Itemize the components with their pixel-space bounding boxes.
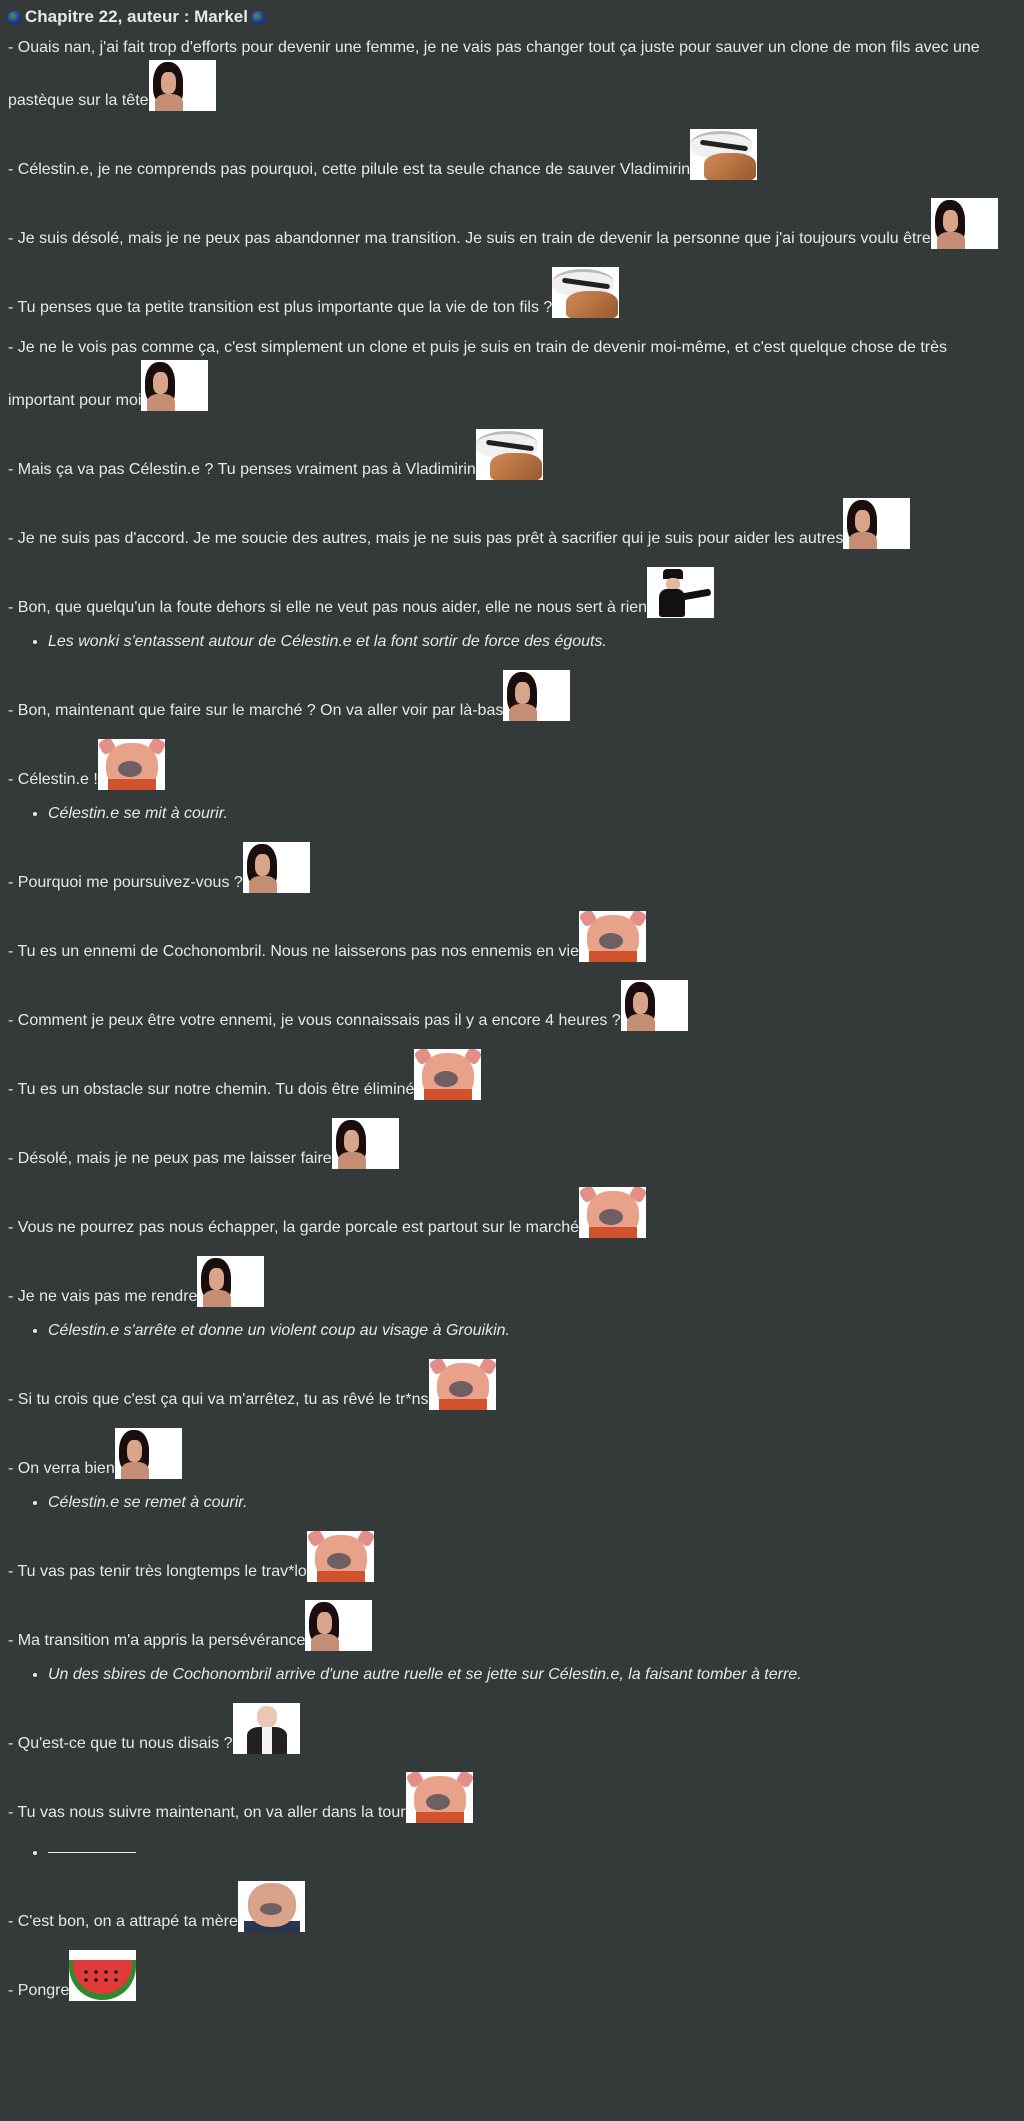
celestin-sticker <box>197 1256 264 1307</box>
celestin-sticker <box>305 1600 372 1651</box>
dialogue-text: - Ma transition m'a appris la persévérance <box>8 1632 306 1649</box>
celestin-sticker <box>503 670 570 721</box>
dialogue-text: - On verra bien <box>8 1460 115 1477</box>
dialogue-line <box>8 1531 1016 1584</box>
dialogue-line <box>8 1703 1016 1756</box>
dialogue-text: - Tu es un ennemi de Cochonombril. Nous ne laisserons pas nos ennemis en vie <box>8 943 579 960</box>
dialogue-line <box>8 1772 1016 1825</box>
dialogue-line <box>8 567 1016 620</box>
dialogue-line <box>8 129 1016 182</box>
dialogue-line <box>8 1950 1016 2003</box>
dialogue-line <box>8 1049 1016 1102</box>
dialogue-text: - Tu vas pas tenir très longtemps le trav*lo <box>8 1563 307 1580</box>
narration-list <box>8 802 1016 826</box>
dialogue-text: - Je ne vais pas me rendre <box>8 1288 198 1305</box>
dialogue-line <box>8 1256 1016 1309</box>
dialogue-text: - Célestin.e ! <box>8 771 98 788</box>
separator-rule <box>48 1852 136 1853</box>
celestin-sticker <box>843 498 910 549</box>
pig-sticker <box>429 1359 496 1410</box>
chapter-title <box>8 6 1016 28</box>
pig-sticker <box>579 911 646 962</box>
boss-sticker <box>647 567 714 618</box>
vladimirin-sticker <box>476 429 543 480</box>
man-sticker <box>233 1703 300 1754</box>
dialogue-text: - Désolé, mais je ne peux pas me laisser faire <box>8 1150 332 1167</box>
dialogue-line <box>8 670 1016 723</box>
narration-list <box>8 1491 1016 1515</box>
dialogue-line <box>8 1187 1016 1240</box>
globe-icon <box>8 11 21 24</box>
dialogue-text: - Je ne suis pas d'accord. Je me soucie des autres, mais je ne suis pas prêt à sacrifier qui je suis pour aider les autres <box>8 530 844 547</box>
pig-sticker <box>307 1531 374 1582</box>
narration-item: • Célestin.e se remet à courir. <box>48 1491 1016 1515</box>
celestin-sticker <box>621 980 688 1031</box>
separator-item <box>48 1841 1016 1865</box>
dialogue-text: - Tu penses que ta petite transition est plus importante que la vie de ton fils ? <box>8 299 553 316</box>
celestin-sticker <box>931 198 998 249</box>
globe-icon <box>252 11 265 24</box>
dialogue-line <box>8 1881 1016 1934</box>
dialogue-text: - Comment je peux être votre ennemi, je vous connaissais pas il y a encore 4 heures ? <box>8 1012 621 1029</box>
dialogue-text: - Ouais nan, j'ai fait trop d'efforts pour devenir une femme, je ne vais pas changer tout ça juste pour sauver un clone de mon fils avec une pastèque sur la tête <box>8 39 980 109</box>
dialogue-line <box>8 429 1016 482</box>
dialogue-text: - Tu vas nous suivre maintenant, on va aller dans la tour <box>8 1804 406 1821</box>
dialogue-text: - Qu'est-ce que tu nous disais ? <box>8 1735 233 1752</box>
watermelon-sticker <box>69 1950 136 2001</box>
dialogue-line <box>8 1428 1016 1481</box>
dialogue-line <box>8 842 1016 895</box>
vladimirin-sticker <box>690 129 757 180</box>
dialogue-line <box>8 1359 1016 1412</box>
dialogue-text: - Vous ne pourrez pas nous échapper, la garde porcale est partout sur le marché <box>8 1219 580 1236</box>
dialogue-text: - Bon, maintenant que faire sur le marché ? On va aller voir par là-bas <box>8 702 504 719</box>
celestin-sticker <box>115 1428 182 1479</box>
bald-pig-sticker <box>238 1881 305 1932</box>
vladimirin-sticker <box>552 267 619 318</box>
dialogue-text: - Tu es un obstacle sur notre chemin. Tu dois être éliminé <box>8 1081 415 1098</box>
narration-item: • Les wonki s'entassent autour de Célestin.e et la font sortir de force des égouts. <box>48 630 1016 654</box>
dialogue-line <box>8 336 1016 413</box>
dialogue-line <box>8 498 1016 551</box>
narration-item: • Un des sbires de Cochonombril arrive d'une autre ruelle et se jette sur Célestin.e, la faisant tomber à terre. <box>48 1663 1016 1687</box>
narration-list <box>8 1663 1016 1687</box>
dialogue-line <box>8 980 1016 1033</box>
narration-list <box>8 1319 1016 1343</box>
dialogue-text: - C'est bon, on a attrapé ta mère <box>8 1913 238 1930</box>
dialogue-text: - Bon, que quelqu'un la foute dehors si elle ne veut pas nous aider, elle ne nous sert à rien <box>8 599 648 616</box>
dialogue-line <box>8 198 1016 251</box>
dialogue-text: - Je suis désolé, mais je ne peux pas abandonner ma transition. Je suis en train de devenir la personne que j'ai toujours voulu être <box>8 230 931 247</box>
dialogue-text: - Pongre <box>8 1982 70 1999</box>
narration-list <box>8 630 1016 654</box>
celestin-sticker <box>141 360 208 411</box>
dialogue-text: - Je ne le vois pas comme ça, c'est simplement un clone et puis je suis en train de devenir moi-même, et c'est quelque chose de très important pour moi <box>8 339 948 409</box>
chapter-title-text: Chapitre 22, auteur : Markel <box>25 7 248 26</box>
pig-sticker <box>98 739 165 790</box>
narration-item: • Célestin.e se mit à courir. <box>48 802 1016 826</box>
celestin-sticker <box>332 1118 399 1169</box>
dialogue-text: - Mais ça va pas Célestin.e ? Tu penses vraiment pas à Vladimirin <box>8 461 476 478</box>
dialogue-text: - Pourquoi me poursuivez-vous ? <box>8 874 243 891</box>
pig-sticker <box>414 1049 481 1100</box>
celestin-sticker <box>149 60 216 111</box>
pig-sticker <box>406 1772 473 1823</box>
dialogue-line <box>8 739 1016 792</box>
narration-item: • Célestin.e s'arrête et donne un violent coup au visage à Grouikin. <box>48 1319 1016 1343</box>
celestin-sticker <box>243 842 310 893</box>
dialogue-line <box>8 267 1016 320</box>
dialogue-text: - Célestin.e, je ne comprends pas pourquoi, cette pilule est ta seule chance de sauver Vladimirin <box>8 161 691 178</box>
dialogue-line <box>8 1118 1016 1171</box>
pig-sticker <box>579 1187 646 1238</box>
dialogue-line <box>8 911 1016 964</box>
dialogue-line <box>8 1600 1016 1653</box>
dialogue-text: - Si tu crois que c'est ça qui va m'arrêtez, tu as rêvé le tr*ns <box>8 1391 429 1408</box>
dialogue-line <box>8 36 1016 113</box>
separator-list <box>8 1841 1016 1865</box>
chapter-content <box>8 36 1016 2003</box>
